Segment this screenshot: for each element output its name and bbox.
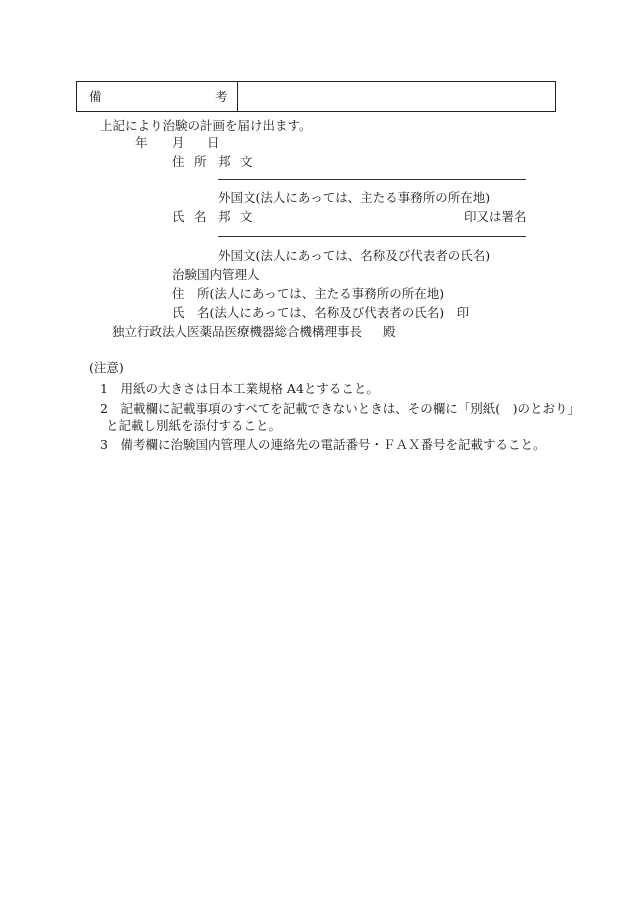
note-item-1: 1 用紙の大きさは日本工業規格 A4とすること。 — [100, 381, 379, 396]
date-year: 年 — [135, 135, 148, 150]
name-jp-label: 邦 — [218, 209, 231, 224]
name-label-1: 氏 — [172, 209, 185, 224]
name-line — [218, 236, 526, 237]
address-line — [218, 179, 526, 180]
date-month: 月 — [172, 135, 185, 150]
name-label-2: 名 — [194, 209, 207, 224]
addressee-name: 独立行政法人医薬品医療機器総合機構理事長 — [112, 324, 363, 339]
note-item-2-cont: と記載し別紙を添付すること。 — [106, 418, 282, 433]
notes-heading: (注意) — [89, 360, 124, 375]
addressee-honorific: 殿 — [383, 324, 396, 339]
domestic-manager-name: 氏 名(法人にあっては、名称及び代表者の氏名) 印 — [172, 305, 470, 320]
remarks-label-right: 考 — [215, 89, 228, 104]
name-jp-label2: 文 — [240, 209, 253, 224]
name-foreign: 外国文(法人にあっては、名称及び代表者の氏名) — [218, 248, 491, 263]
address-jp-label: 邦 — [218, 154, 231, 169]
address-jp-label2: 文 — [240, 154, 253, 169]
submission-statement: 上記により治験の計画を届け出ます。 — [100, 118, 312, 133]
address-label-2: 所 — [194, 154, 207, 169]
remarks-divider — [237, 82, 238, 111]
domestic-manager-title: 治験国内管理人 — [172, 267, 260, 282]
date-day: 日 — [207, 135, 220, 150]
domestic-manager-address: 住 所(法人にあっては、主たる事務所の所在地) — [172, 286, 445, 301]
address-label-1: 住 — [172, 154, 185, 169]
remarks-label-left: 備 — [89, 89, 102, 104]
seal-or-signature: 印又は署名 — [464, 209, 527, 224]
note-item-2: 2 記載欄に記載事項のすべてを記載できないときは、その欄に「別紙( )のとおり」 — [100, 401, 580, 416]
remarks-table — [76, 81, 556, 112]
address-foreign: 外国文(法人にあっては、主たる事務所の所在地) — [218, 190, 491, 205]
note-item-3: 3 備考欄に治験国内管理人の連絡先の電話番号・ＦＡＸ番号を記載すること。 — [100, 437, 546, 452]
